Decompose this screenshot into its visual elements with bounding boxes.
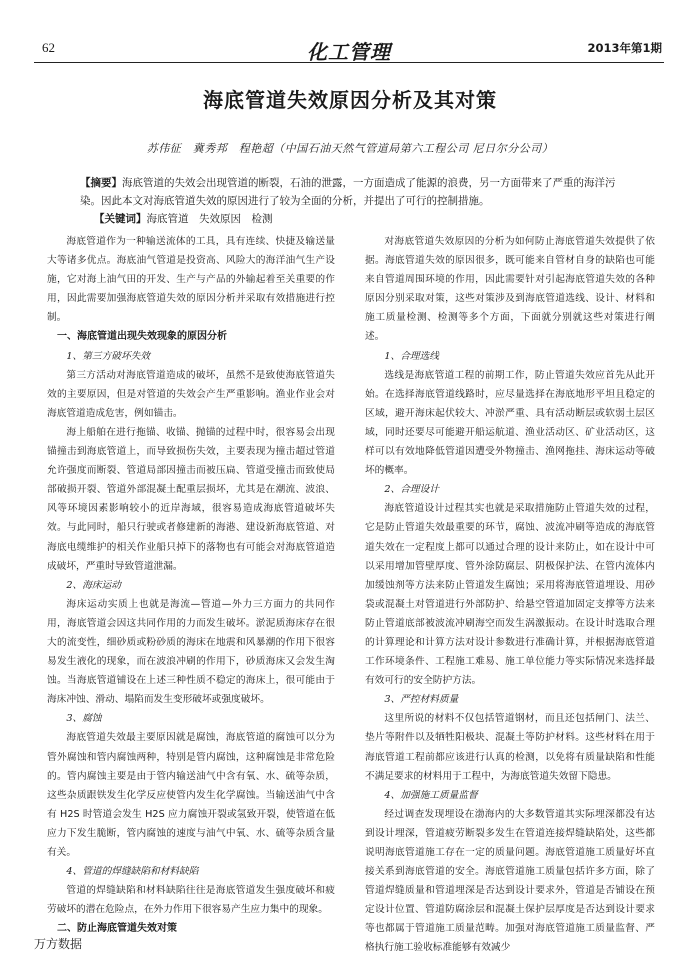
- watermark: 万方数据: [34, 937, 83, 951]
- section-heading: 二、防止海底管道失效对策: [57, 923, 177, 935]
- article-title: 海底管道失效原因分析及其对策: [203, 88, 497, 112]
- subsection-heading: 2、海床运动: [66, 579, 121, 591]
- article-authors: 苏伟征 冀秀邦 程艳超（中国石油天然气管道局第六工程公司 尼日尔分公司）: [146, 142, 554, 155]
- paragraph: 海底管道作为一种输送流体的工具，具有连续、快捷及输送量大等诸多优点。海底油气管道是投资高、风险大的海洋油气生产设施，它对海上油气田的开发、生产与产品的外输起着至关重要的作用，因此需要加强海底管道失效的原因分析并采取有效措施进行控制。: [47, 236, 335, 324]
- paragraph: 这里所说的材料不仅包括管道钢材，而且还包括闸门、法兰、垫片等附件以及牺牲阳极块、混凝土等防护材料。这些材料在用于海底管道工程前都应该进行认真的检测，以免将有质量缺陷和性能不满足要求的材料用于工程中，为海底管道失效留下隐患。: [365, 713, 655, 782]
- paragraph: 海床运动实质上也就是海流—管道—外力三方面力的共同作用，海底管道会因这共同作用的力而发生破坏。淤泥质海床存在很大的流变性，细砂质或粉砂质的海床在地震和风暴潮的作用下很容易发生液化的现象，而在波浪冲刷的作用下，砂质海床又会发生淘蚀。当海底管道铺设在上述三种性质不稳定的海床上，很可能由于海床冲蚀、滑动、塌陷而发生变形破坏或强度破坏。: [47, 598, 335, 706]
- page-number: 62: [42, 40, 55, 55]
- section-heading: 一、海底管道出现失效现象的原因分析: [57, 331, 227, 343]
- journal-name: 化工管理: [307, 40, 391, 64]
- page-header: [34, 36, 664, 63]
- abstract-tag: 【摘要】: [80, 177, 122, 189]
- paragraph: 海底管道设计过程其实也就是采取措施防止管道失效的过程，它是防止管道失效最重要的环节，腐蚀、波流冲刷等造成的海底管道失效在一定程度上都可以通过合理的设计来防止，如在设计中可以采用增加管壁厚度、管外涂防腐层、阴极保护法、在管内流体内加缓蚀剂等方法来防止管道发生腐蚀；采用将海底管道埋设、用砂袋或混凝土对管道进行外部防护、给悬空管道加固定支撑等方法来防止管道底部被波流冲刷海空而发生涡激振动。在设计时选取合理的计算理论和计算方法对设计参数进行准确计算，并根据海底管道工作环境条件、工程施工难易、施工单位能力等实际情况来选择最有效可行的安全防护方法。: [365, 503, 655, 687]
- paragraph: 海底管道失效最主要原因就是腐蚀，海底管道的腐蚀可以分为管外腐蚀和管内腐蚀两种，特别是管内腐蚀，这种腐蚀是非常危险的。管内腐蚀主要是由于管内输送油气中含有氧、水、硫等杂质，这些杂质跟铁发生化学反应使管内发生化学腐蚀。当输送油气中含有 H2S 时管道会发生 H2S 应力腐蚀开裂或氢致开裂，使管道在低应力下发生脆断，管内腐蚀的速度与油气中氧、水、硫等杂质含量有关。: [47, 732, 335, 858]
- subsection-heading: 4、加强施工质量监督: [384, 789, 478, 801]
- abstract-text: 海底管道的失效会出现管道的断裂，石油的泄露，一方面造成了能源的浪费，另一方面带来了严重的海洋污染。因此本文对海底管道失效的原因进行了较为全面的分析，并提出了可行的控制措施。: [80, 177, 616, 207]
- issue-label: 2013年第1期: [587, 41, 662, 55]
- subsection-heading: 3、腐蚀: [66, 713, 102, 725]
- paragraph: 选线是海底管道工程的前期工作，防止管道失效应首先从此开始。在选择海底管道线路时，应尽量选择在海底地形平坦且稳定的区域，避开海床起伏较大、冲淤严重、具有活动断层或软弱土层区域，同时还要尽可能避开船运航道、渔业活动区、矿业活动区，这样可以有效地降低管道因遭受外物撞击、渔网拖挂、海床运动等破坏的概率。: [365, 369, 655, 477]
- subsection-heading: 2、合理设计: [384, 484, 439, 496]
- subsection-heading: 1、合理选线: [384, 350, 439, 362]
- paragraph: 管道的焊缝缺陷和材料缺陷往往是海底管道发生强度破坏和疲劳破坏的潜在危险点，在外力作用下很容易产生应力集中的现象。: [47, 885, 335, 916]
- keywords-text: 海底管道 失效原因 检测: [146, 213, 273, 225]
- paragraph: 第三方活动对海底管道造成的破坏，虽然不是致使海底管道失效的主要原因，但是对管道的失效会产生严重影响。渔业作业会对海底管道造成危害，例如锚击。: [47, 369, 335, 419]
- abstract: [80, 174, 630, 210]
- paragraph: 海上船舶在进行拖锚、收锚、抛锚的过程中时，很容易会出现锚撞击到海底管道上，而导致损伤失效，主要表现为撞击超过管道允许强度而断裂、管道局部因撞击而被压扁、管道受撞击而致使局部破损开裂、管道外部混凝土配重层损坏，尤其是在潮流、波浪、风等环境因素影响较小的近岸海域，很容易造成海底管道破坏失效。与此同时，船只行驶或者修建新的海港、建设新海底管道、对海底电缆维护的相关作业船只掉下的落物也有可能会对海底管道造成破坏，严重时导致管道泄漏。: [47, 426, 335, 572]
- subsection-heading: 4、管道的焊缝缺陷和材料缺陷: [66, 866, 199, 878]
- paragraph: 对海底管道失效原因的分析为如何防止海底管道失效提供了依据。海底管道失效的原因很多，既可能来自管材自身的缺陷也可能来自管道周围环境的作用，因此需要针对引起海底管道失效的各种原因分别采取对策，这些对策涉及到海底管道选线、设计、材料和施工质量检测、检测等多个方面，下面就分别就这些对策进行阐述。: [365, 236, 655, 343]
- keywords: [94, 210, 630, 228]
- subsection-heading: 3、严控材料质量: [384, 694, 459, 706]
- right-column: [365, 232, 655, 958]
- left-column: [47, 232, 335, 938]
- keywords-tag: 【关键词】: [94, 213, 147, 225]
- subsection-heading: 1、第三方破坏失效: [66, 350, 151, 362]
- paragraph: 经过调查发现埋设在渤海内的大多数管道其实际埋深都没有达到设计埋深，管道疲劳断裂多发生在管道连接焊缝缺陷处，这些都说明海底管道施工存在一定的质量问题。海底管道施工质量好坏直接关系到海底管道的安全。海底管道施工质量包括许多方面，除了管道焊缝质量和管道埋深是否达到设计要求外，管道是否铺设在预定设计位置、管道防腐涂层和混凝土保护层厚度是否达到设计要求等也都属于管道施工质量范畴。加强对海底管道施工质量监督、严格执行施工验收标准能够有效减少: [365, 808, 655, 954]
